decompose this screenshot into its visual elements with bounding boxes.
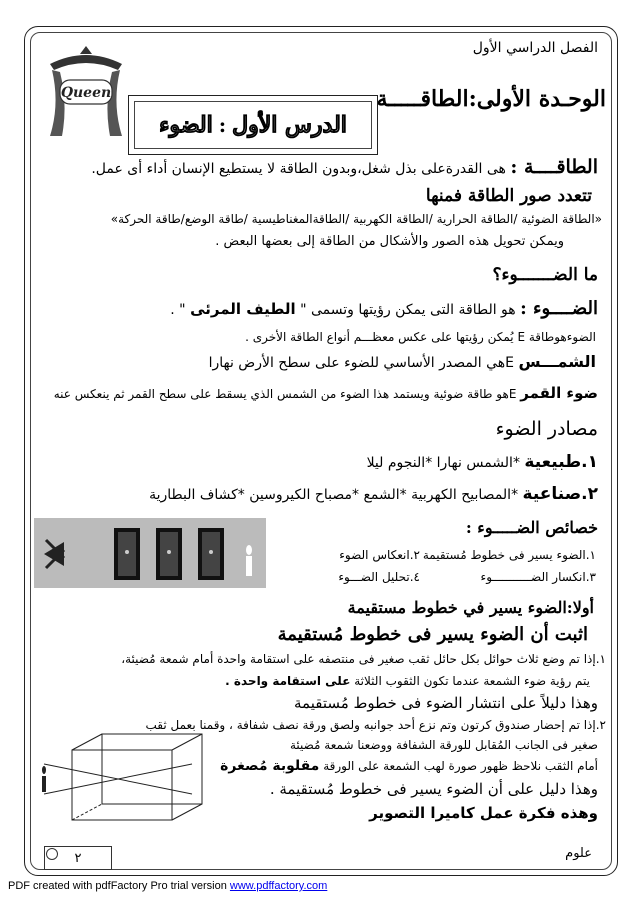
light-line2: الضوءهوطاقة E يُمكن رؤيتها على عكس معظـــم أنواع الطاقة الأخرى . bbox=[245, 330, 596, 344]
property-3: ٣.انكسار الضـــــــــــوء bbox=[480, 570, 596, 584]
exp2-line3-text: أمام الثقب نلاحظ ظهور صورة لهب الشمعة على الورقة bbox=[323, 759, 598, 773]
artificial-items: *المصابيح الكهربية *الشمع *مصباح الكيروسين *كشاف البطارية bbox=[149, 487, 519, 503]
page-number: ٢ bbox=[74, 850, 82, 866]
pdf-footer-link[interactable]: www.pdffactory.com bbox=[229, 880, 328, 892]
exp2-line1: ٢.إذا تم إحضار صندوق كرتون وتم نزع أحد جوانبه ولصق ورقة نصف شفافة ، وقمنا بعمل ثقب bbox=[145, 718, 606, 732]
sun-line bbox=[209, 352, 596, 371]
natural-label: ١.طبيعية bbox=[524, 452, 598, 472]
exp1-line1: ١.إذا تم وضع ثلاث حوائل بكل حائل ثقب صغير فى منتصفه على استقامة واحدة أمام شمعة مُضيئة، bbox=[121, 652, 606, 666]
prove-heading: اثبت أن الضوء يسير فى خطوط مُستقيمة bbox=[277, 624, 588, 645]
what-is-light-heading: ما الضـــــــوء؟ bbox=[492, 265, 598, 285]
light-text: هو الطاقة التى يمكن رؤيتها وتسمى " bbox=[300, 302, 516, 318]
candle-flame-icon bbox=[42, 766, 46, 792]
properties-heading: خصائص الضـــــوء : bbox=[465, 518, 598, 537]
exp2-line3-bold: مقلوبة مُصغرة bbox=[220, 758, 320, 774]
lesson-topic: الضوء bbox=[159, 112, 213, 138]
exp2-line3 bbox=[220, 758, 598, 774]
barrier-2 bbox=[156, 528, 182, 580]
barrier-1 bbox=[114, 528, 140, 580]
exp1-line2 bbox=[225, 674, 590, 688]
exp1-line2-text: يتم رؤية ضوء الشمعة عندما تكون الثقوب الثلاثة bbox=[354, 674, 590, 688]
subject-label: علوم bbox=[565, 846, 592, 861]
artificial-label: ٢.صناعية bbox=[522, 484, 598, 504]
forms-list: «الطاقة الضوئية /الطاقة الحرارية /الطاقة الكهربية /الطاقةالمغناطيسية /طاقة الوضع/طاقة الحركة» bbox=[110, 212, 602, 226]
exp1-conclusion: وهذا دليلاً على انتشار الضوء فى خطوط مُستقيمة bbox=[294, 694, 598, 712]
property-4: ٤.تحليل الضـــوء bbox=[338, 570, 420, 584]
energy-definition bbox=[91, 156, 598, 178]
moon-line bbox=[54, 384, 598, 402]
pdf-footer bbox=[8, 880, 327, 892]
candle-icon bbox=[246, 545, 252, 576]
sun-text: Eهي المصدر الأساسي للضوء على سطح الأرض نهارا bbox=[208, 355, 515, 371]
queen-logo bbox=[40, 44, 132, 142]
lesson-title: الدرس الأول bbox=[232, 112, 347, 138]
logo-text: Queen bbox=[60, 85, 112, 101]
visible-spectrum: الطيف المرئى bbox=[190, 300, 296, 318]
lesson-separator: : bbox=[218, 113, 227, 137]
property-1: ١.الضوء يسير فى خطوط مُستقيمة bbox=[422, 548, 596, 562]
first-heading: أولا:الضوء يسير في خطوط مستقيمة bbox=[347, 598, 594, 617]
exp2-line2: صغير فى الجانب المُقابل للورقة الشفافة ووضعنا شمعة مُضيئة bbox=[289, 738, 598, 752]
exp1-line2-bold: على استقامة واحدة . bbox=[225, 674, 351, 688]
light-definition bbox=[170, 298, 598, 319]
light-term: الضــــوء : bbox=[520, 298, 598, 319]
exp2-conclusion: وهذا دليل على أن الضوء يسير فى خطوط مُستقيمة . bbox=[269, 780, 598, 798]
moon-text: Eهو طاقة ضوئية ويستمد هذا الضوء من الشمس الذي يسقط على سطح القمر ثم ينعكس عنه bbox=[53, 387, 517, 401]
moon-term: ضوء القمر bbox=[520, 384, 598, 402]
camera-note: وهذه فكرة عمل كاميرا التصوير bbox=[369, 804, 598, 822]
sources-heading: مصادر الضوء bbox=[495, 418, 598, 440]
natural-sources bbox=[367, 452, 598, 472]
sun-term: الشمـــس bbox=[518, 352, 596, 371]
page-corner-circle-icon bbox=[46, 848, 58, 860]
lesson-title-box bbox=[128, 95, 378, 155]
pinhole-camera-illustration bbox=[42, 722, 212, 822]
semester-label: الفصل الدراسي الأول bbox=[472, 40, 598, 56]
energy-definition-text: هى القدرةعلى بذل شغل،وبدون الطاقة لا يستطيع الإنسان أداء أى عمل. bbox=[91, 161, 506, 177]
barrier-3 bbox=[198, 528, 224, 580]
three-barriers-illustration bbox=[34, 518, 266, 588]
pdf-footer-text: PDF created with pdfFactory Pro trial version bbox=[8, 880, 230, 892]
unit-title: الوحـدة الأولى:الطاقـــــة bbox=[376, 86, 606, 112]
forms-note: ويمكن تحويل هذه الصور والأشكال من الطاقة إلى بعضها البعض . bbox=[215, 234, 564, 249]
light-text-end: " . bbox=[170, 302, 186, 318]
artificial-sources bbox=[149, 484, 598, 504]
forms-heading: تتعدد صور الطاقة فمنها bbox=[425, 186, 592, 206]
property-2: ٢.انعكاس الضوء bbox=[339, 548, 420, 562]
energy-term: الطاقــــة : bbox=[510, 156, 598, 178]
natural-items: *الشمس نهارا *النجوم ليلا bbox=[366, 455, 520, 471]
